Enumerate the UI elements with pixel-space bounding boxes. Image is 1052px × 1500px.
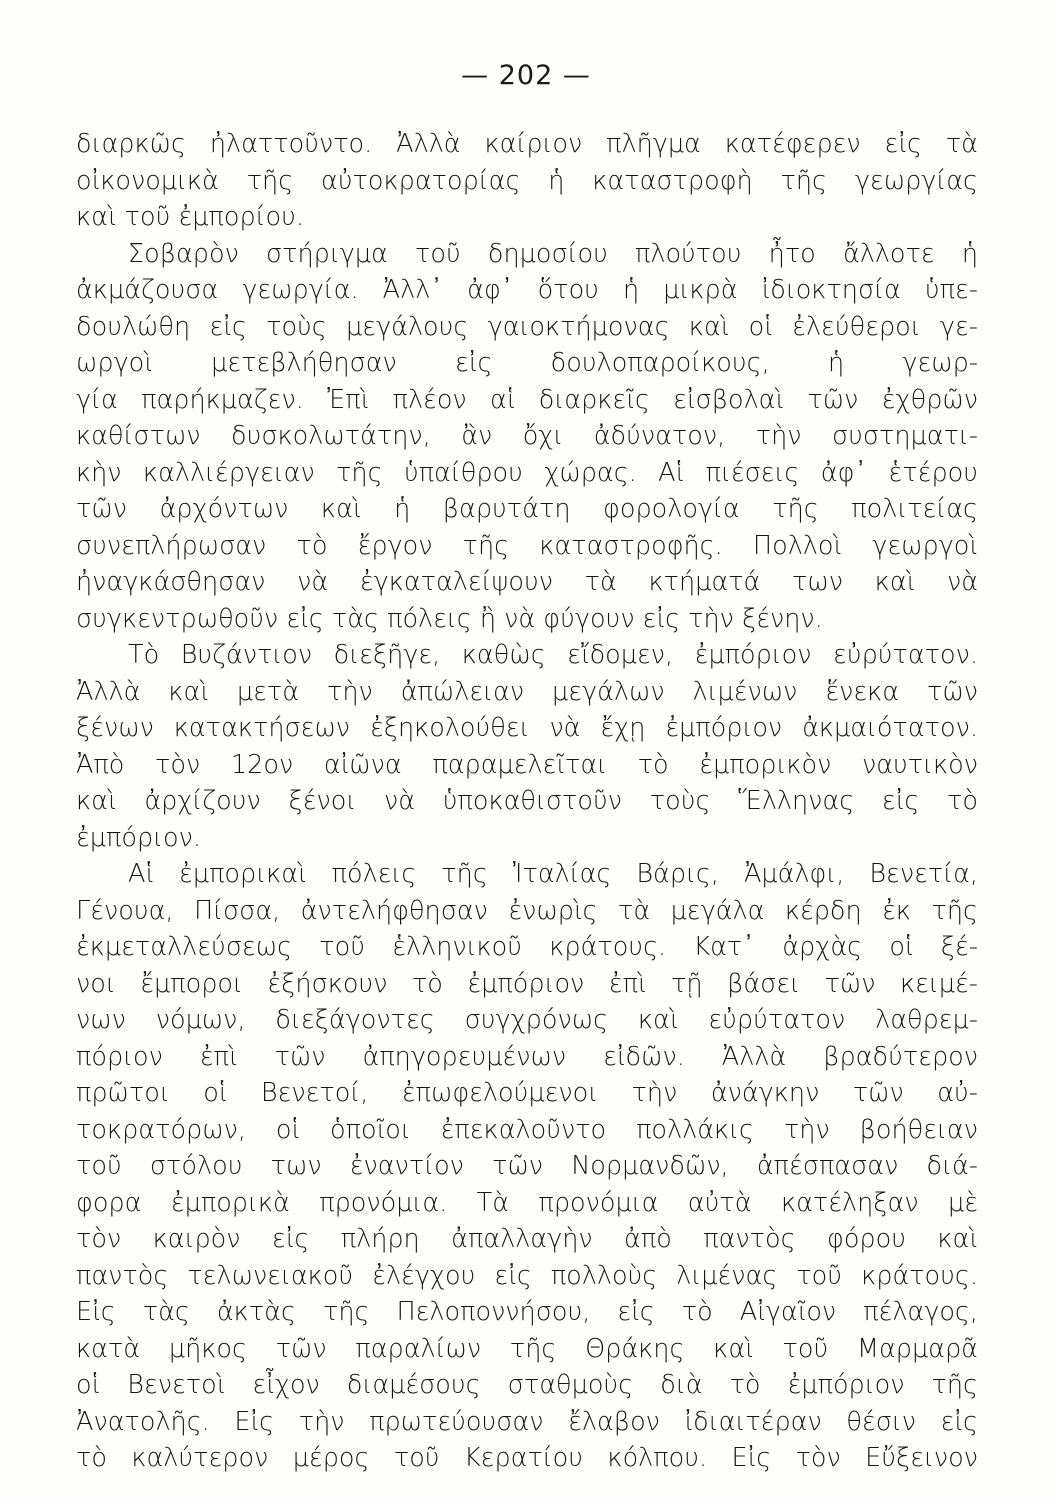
body-text [76,126,978,1477]
text-line: Ἀπὸ τὸν 12ον αἰῶνα παραμελεῖται τὸ ἐμπορικὸν ναυτικὸν [76,749,978,780]
text-line: Ἀλλὰ καὶ μετὰ τὴν ἀπώλειαν μεγάλων λιμένων ἕνεκα τῶν [76,676,978,707]
page-number: — 202 — [461,60,591,91]
text-line: ξένων κατακτήσεων ἐξηκολούθει νὰ ἔχῃ ἐμπόριον ἀκμαιότατον. [76,713,978,743]
text-line: πόριον ἐπὶ τῶν ἀπηγορευμένων εἰδῶν. Ἀλλὰ βραδύτερον [76,1041,978,1072]
text-line: τῶν ἀρχόντων καὶ ἡ βαρυτάτη φορολογία τῆς πολιτείας [76,494,978,524]
text-line: Γένουα, Πίσσα, ἀντελήφθησαν ἐνωρὶς τὰ μεγάλα κέρδη ἐκ τῆς [76,895,978,926]
text-line: διαρκῶς ἠλαττοῦντο. Ἀλλὰ καίριον πλῆγμα κατέφερεν εἰς τὰ [76,129,978,159]
text-line: νων νόμων, διεξάγοντες συγχρόνως καὶ εὐρύτατον λαθρεμ- [76,1005,978,1035]
text-line: γία παρήκμαζεν. Ἐπὶ πλέον αἱ διαρκεῖς εἰσβολαὶ τῶν ἐχθρῶν [76,384,978,415]
text-line: Σοβαρὸν στήριγμα τοῦ δημοσίου πλούτου ἦτο ἄλλοτε ἡ [128,238,978,269]
text-line: καθίστων δυσκολωτάτην, ἂν ὄχι ἀδύνατον, τὴν συστηματι- [76,421,978,451]
text-line: κὴν καλλιέργειαν τῆς ὑπαίθρου χώρας. Αἱ πιέσεις ἀφ᾽ ἑτέρου [76,457,978,488]
text-line: Τὸ Βυζάντιον διεξῆγε, καθὼς εἴδομεν, ἐμπόριον εὐρύτατον. [128,640,978,670]
text-line: φορα ἐμπορικὰ προνόμια. Τὰ προνόμια αὐτὰ κατέληξαν μὲ [76,1187,978,1218]
text-line: τὸ καλύτερον μέρος τοῦ Κερατίου κόλπου. Εἰς τὸν Εὔξεινον [76,1443,978,1473]
text-line: τὸν καιρὸν εἰς πλήρη ἀπαλλαγὴν ἀπὸ παντὸς φόρου καὶ [76,1224,978,1254]
text-line: παντὸς τελωνειακοῦ ἐλέγχου εἰς πολλοὺς λιμένας τοῦ κράτους. [76,1260,978,1291]
text-line: ωργοὶ μετεβλήθησαν εἰς δουλοπαροίκους, ἡ γεωρ- [76,348,978,378]
text-line: οἱ Βενετοὶ εἶχον διαμέσους σταθμοὺς διὰ τὸ ἐμπόριον τῆς [76,1370,978,1400]
text-line: τοῦ στόλου των ἐναντίον τῶν Νορμανδῶν, ἀπέσπασαν διά- [76,1151,978,1181]
text-line: συνεπλήρωσαν τὸ ἔργον τῆς καταστροφῆς. Πολλοὶ γεωργοὶ [76,530,978,561]
text-line: Εἰς τὰς ἀκτὰς τῆς Πελοποννήσου, εἰς τὸ Αἰγαῖον πέλαγος, [76,1297,978,1327]
text-line: ἐκμεταλλεύσεως τοῦ ἑλληνικοῦ κράτους. Κατ᾽ ἀρχὰς οἱ ξέ- [76,932,978,962]
text-line: καὶ ἀρχίζουν ξένοι νὰ ὑποκαθιστοῦν τοὺς Ἕλληνας εἰς τὸ [76,786,978,816]
text-line: ἠναγκάσθησαν νὰ ἐγκαταλείψουν τὰ κτήματά των καὶ νὰ [76,567,978,597]
text-line: Αἱ ἐμπορικαὶ πόλεις τῆς Ἰταλίας Βάρις, Ἀμάλφι, Βενετία, [128,859,978,889]
text-line: κατὰ μῆκος τῶν παραλίων τῆς Θράκης καὶ τοῦ Μαρμαρᾶ [76,1333,978,1364]
text-line: Ἀνατολῆς. Εἰς τὴν πρωτεύουσαν ἔλαβον ἰδιαιτέραν θέσιν εἰς [76,1406,978,1437]
text-line: νοι ἔμποροι ἐξήσκουν τὸ ἐμπόριον ἐπὶ τῇ βάσει τῶν κειμέ- [76,968,978,999]
text-line: ἀκμάζουσα γεωργία. Ἀλλ᾽ ἀφ᾽ ὅτου ἡ μικρὰ ἰδιοκτησία ὑπε- [76,275,978,305]
text-line: δουλώθη εἰς τοὺς μεγάλους γαιοκτήμονας καὶ οἱ ἐλεύθεροι γε- [76,311,978,342]
text-line: οἰκονομικὰ τῆς αὐτοκρατορίας ἡ καταστροφὴ τῆς γεωργίας [76,165,978,196]
text-line: συγκεντρωθοῦν εἰς τὰς πόλεις ἢ νὰ φύγουν εἰς τὴν ξένην. [76,603,823,634]
text-line: καὶ τοῦ ἐμπορίου. [76,202,304,232]
text-line: τοκρατόρων, οἱ ὁποῖοι ἐπεκαλοῦντο πολλάκις τὴν βοήθειαν [76,1114,978,1145]
text-line: ἐμπόριον. [76,822,201,853]
text-line: πρῶτοι οἱ Βενετοί, ἐπωφελούμενοι τὴν ἀνάγκην τῶν αὐ- [76,1078,978,1108]
